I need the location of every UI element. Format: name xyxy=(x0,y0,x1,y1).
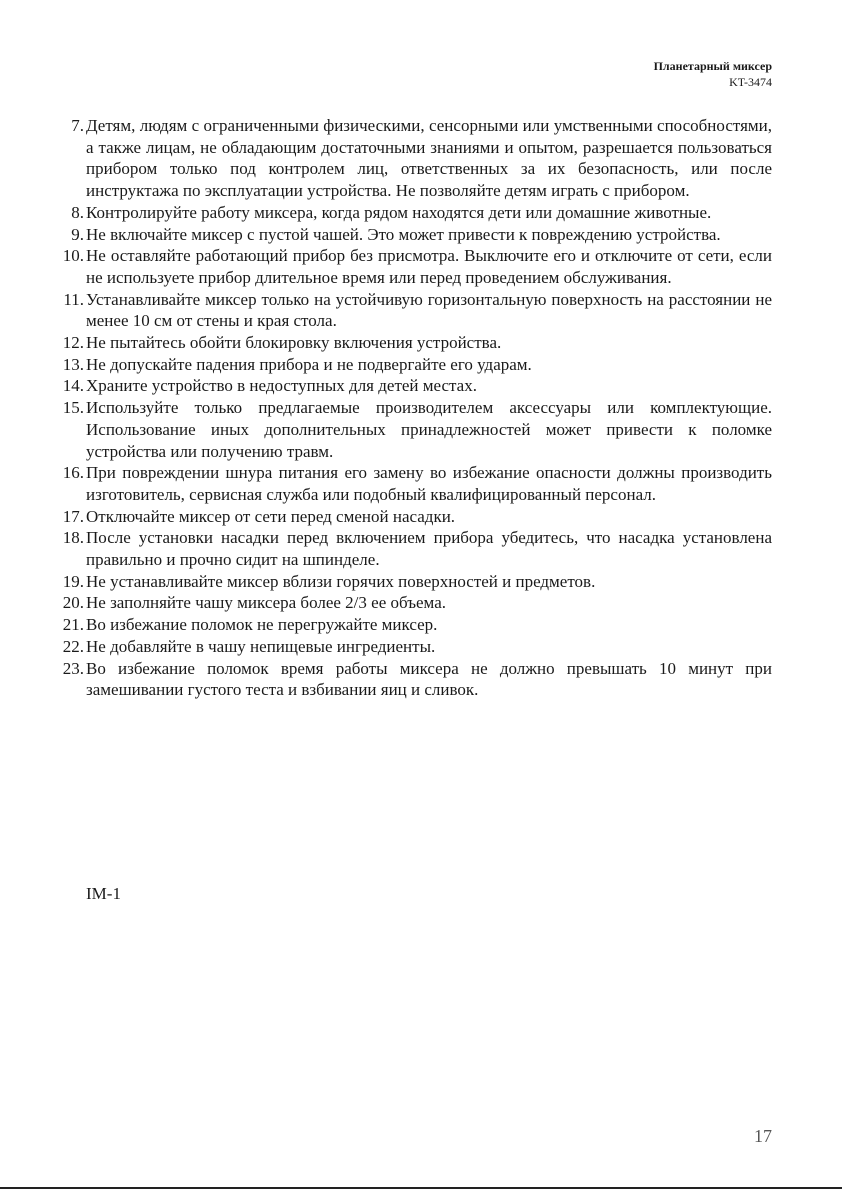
list-item xyxy=(50,462,772,505)
list-item xyxy=(50,245,772,288)
item-text: Не допускайте падения прибора и не подвергайте его ударам. xyxy=(86,354,532,374)
list-item xyxy=(50,397,772,462)
item-text: После установки насадки перед включением прибора убедитесь, что насадка установлена правильно и прочно сидит на шпинделе. xyxy=(86,528,772,570)
item-text: Не заполняйте чашу миксера более 2/3 ее объема. xyxy=(86,593,446,613)
item-number: 10. xyxy=(62,246,84,266)
item-number: 13. xyxy=(62,354,84,374)
item-text: Во избежание поломок не перегружайте миксер. xyxy=(86,615,438,635)
item-text: Не оставляйте работающий прибор без присмотра. Выключите его и отключите от сети, если не используете прибор длительное время или перед проведением обслуживания. xyxy=(86,246,772,287)
item-number: 20. xyxy=(62,593,84,613)
item-text: Устанавливайте миксер только на устойчивую горизонтальную поверхность на расстоянии не менее 10 см от стены и края стола. xyxy=(86,289,772,331)
list-item xyxy=(50,527,772,570)
safety-instructions-list xyxy=(50,115,772,701)
list-item xyxy=(50,592,772,614)
item-text: Не устанавливайте миксер вблизи горячих поверхностей и предметов. xyxy=(86,571,596,591)
document-code: IM-1 xyxy=(86,884,121,903)
item-number: 7. xyxy=(71,116,84,135)
list-item xyxy=(50,289,772,332)
item-number: 14. xyxy=(62,376,84,396)
list-item xyxy=(50,636,772,658)
list-item xyxy=(50,658,772,701)
item-text: Отключайте миксер от сети перед сменой насадки. xyxy=(86,506,456,526)
item-number: 11. xyxy=(63,289,84,309)
item-number: 23. xyxy=(62,658,84,678)
list-item xyxy=(50,202,772,224)
list-item xyxy=(50,224,772,246)
bottom-rule xyxy=(0,1187,842,1189)
item-number: 9. xyxy=(71,224,84,244)
item-text: Во избежание поломок время работы миксера не должно превышать 10 минут при замешивании густого теста и взбивании яиц и сливок. xyxy=(86,658,772,700)
item-text: Контролируйте работу миксера, когда рядом находятся дети или домашние животные. xyxy=(86,202,712,222)
product-title: Планетарный миксер xyxy=(653,59,772,73)
item-text: Не добавляйте в чашу непищевые ингредиенты. xyxy=(86,636,436,656)
item-text: Детям, людям с ограниченными физическими, сенсорными или умственными способностями, а также лицам, не обладающим достаточными знаниями и опытом, разрешается пользоваться прибором только под контролем лиц, ответственных за их безопасность, или после инструктажа по эксплуатации устройства. Не позволяйте детям играть с прибором. xyxy=(86,116,772,201)
item-text: Не включайте миксер с пустой чашей. Это может привести к повреждению устройства. xyxy=(86,224,721,244)
item-number: 21. xyxy=(62,615,84,635)
item-number: 19. xyxy=(62,571,84,591)
model-number: KT-3474 xyxy=(729,75,772,89)
item-number: 12. xyxy=(62,333,84,353)
list-item xyxy=(50,571,772,593)
item-number: 17. xyxy=(62,506,84,526)
item-text: Храните устройство в недоступных для детей местах. xyxy=(86,376,477,396)
list-item xyxy=(50,506,772,528)
item-number: 15. xyxy=(62,398,84,418)
page-number: 17 xyxy=(754,1126,772,1146)
list-item xyxy=(50,354,772,376)
list-item xyxy=(50,614,772,636)
item-number: 16. xyxy=(62,463,84,483)
list-item xyxy=(50,375,772,397)
list-item xyxy=(50,115,772,202)
item-number: 18. xyxy=(62,528,84,548)
item-text: При повреждении шнура питания его замену во избежание опасности должны производить изготовитель, сервисная служба или подобный квалифицированный персонал. xyxy=(86,463,772,504)
item-number: 22. xyxy=(62,636,84,656)
item-text: Используйте только предлагаемые производителем аксессуары или комплектующие. Использование иных дополнительных принадлежностей может привести к поломке устройства или получению травм. xyxy=(86,398,772,461)
item-text: Не пытайтесь обойти блокировку включения устройства. xyxy=(86,333,502,353)
list-item xyxy=(50,332,772,354)
page-header xyxy=(654,58,772,90)
item-number: 8. xyxy=(71,202,84,222)
